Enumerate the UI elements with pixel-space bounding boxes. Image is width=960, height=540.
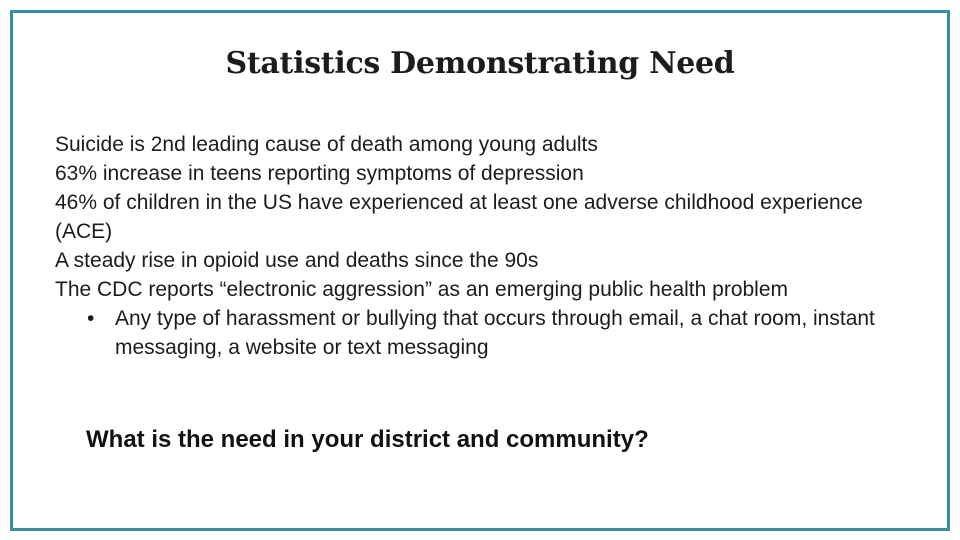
- bullet-dot-icon: •: [87, 307, 95, 330]
- sub-bullet-text: Any type of harassment or bullying that occurs through email, a chat room, instant messaging, a website or text messaging: [115, 307, 875, 359]
- closing-question: What is the need in your district and community?: [86, 426, 649, 453]
- slide-title: Statistics Demonstrating Need: [225, 46, 735, 81]
- statistics-list: [55, 130, 915, 362]
- statistic-depression: 63% increase in teens reporting symptoms of depression: [55, 162, 584, 185]
- statistic-ace: 46% of children in the US have experienced at least one adverse childhood experience (ACE): [55, 191, 863, 243]
- sub-bullet-item: [55, 304, 915, 362]
- statistic-electronic-aggression: The CDC reports “electronic aggression” as an emerging public health problem: [55, 278, 789, 301]
- statistic-suicide: Suicide is 2nd leading cause of death among young adults: [55, 133, 598, 156]
- statistic-opioid: A steady rise in opioid use and deaths since the 90s: [55, 249, 539, 272]
